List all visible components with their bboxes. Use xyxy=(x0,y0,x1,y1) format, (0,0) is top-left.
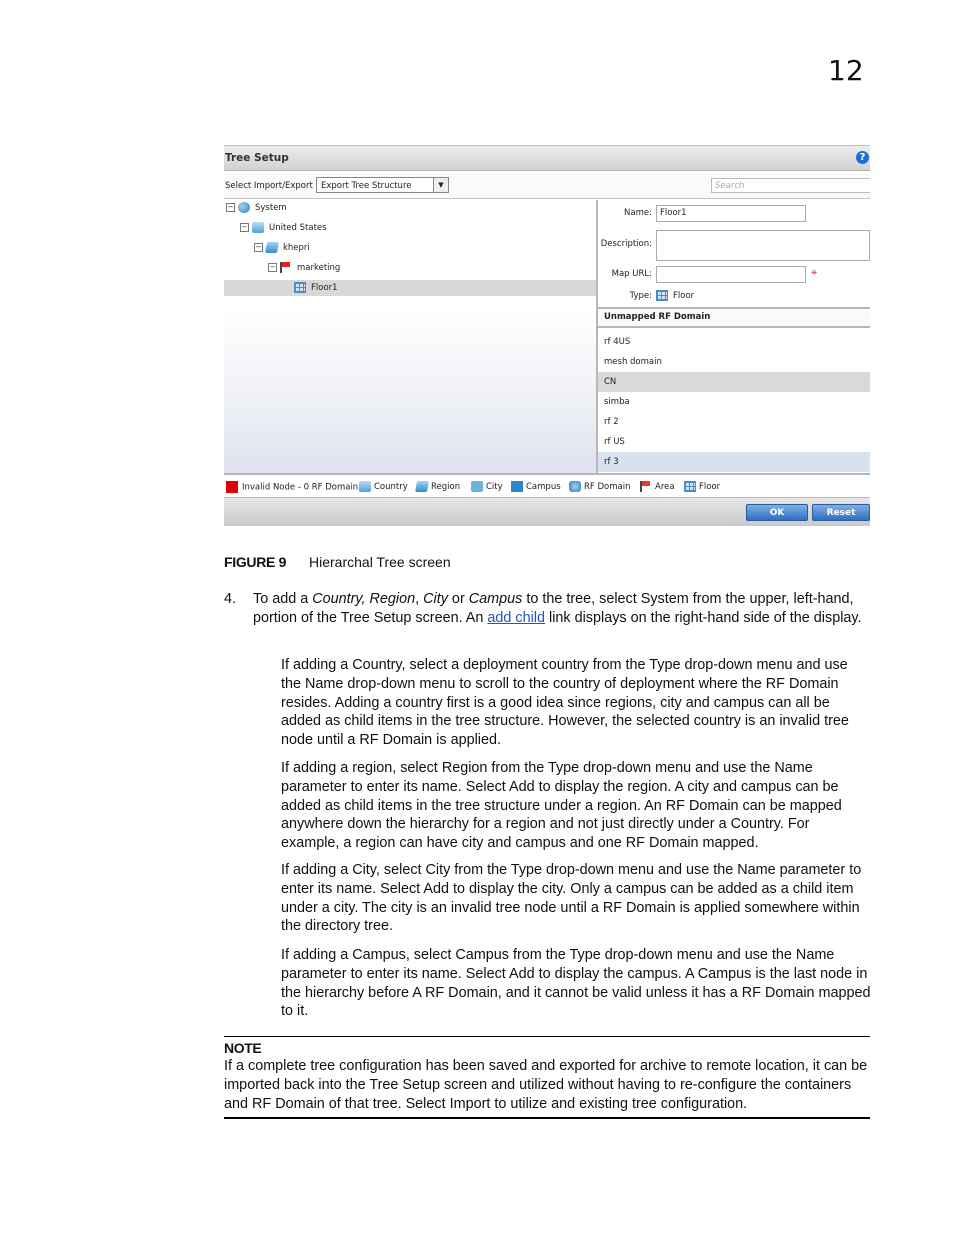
emph: Country, Region xyxy=(312,591,416,607)
text: select City from the xyxy=(379,862,511,878)
type-value xyxy=(656,290,694,301)
description-row xyxy=(598,230,870,264)
map-locate-icon[interactable]: ⌖ xyxy=(811,266,818,279)
legend-campus xyxy=(511,481,561,492)
text: If adding a xyxy=(281,657,353,673)
button-bar xyxy=(224,497,870,526)
country-icon xyxy=(252,222,264,233)
name-label: Name: xyxy=(624,208,652,218)
campus-icon xyxy=(511,481,523,492)
ui-term: Name xyxy=(774,760,813,776)
text: drop-down menu and use the xyxy=(542,862,738,878)
text: If adding a xyxy=(281,862,353,878)
ui-term: Region xyxy=(441,760,488,776)
note-top-rule xyxy=(224,1036,870,1037)
city-paragraph xyxy=(281,861,871,936)
tree-node-country[interactable] xyxy=(240,220,327,236)
text: from the xyxy=(487,760,548,776)
tree-node-label: United States xyxy=(269,223,327,233)
chapter-number: 12 xyxy=(828,54,864,87)
ui-term: Name xyxy=(795,947,835,963)
ui-term: Campus xyxy=(352,947,406,963)
tree-node-label: Floor1 xyxy=(311,283,338,293)
city-icon xyxy=(471,481,483,492)
text: , select Campus from the xyxy=(405,947,570,963)
rf-domain-item[interactable]: rf 3 xyxy=(598,452,870,472)
tree-legend xyxy=(224,473,870,497)
system-globe-icon xyxy=(238,202,250,213)
description-label: Description: xyxy=(600,239,652,249)
collapse-icon[interactable]: − xyxy=(241,223,248,231)
import-export-label: Select Import/Export xyxy=(225,181,313,191)
chevron-down-icon[interactable]: ▼ xyxy=(433,178,448,192)
reset-button[interactable]: Reset xyxy=(812,504,870,521)
ok-button[interactable]: OK xyxy=(746,504,808,521)
legend-country-label: Country xyxy=(374,482,408,492)
floor-icon xyxy=(684,481,696,492)
legend-country xyxy=(359,481,408,492)
map-url-row xyxy=(598,266,870,282)
note-text xyxy=(224,1057,870,1113)
add-child-link[interactable]: add child xyxy=(487,609,546,626)
text: drop-down menu to scroll to the country of deployment where the RF Domain resides. Adding a country first is a good idea since regions, city and campus can all be added as child items in the tree structure. However, the selected country is an invalid tree node until a RF Domain is applied. xyxy=(281,675,849,749)
ui-term: City, xyxy=(352,862,380,878)
area-flag-icon xyxy=(280,262,292,273)
ui-term: Add xyxy=(508,778,535,795)
ui-term: Name xyxy=(305,675,344,692)
question-icon[interactable]: ? xyxy=(856,151,869,164)
region-icon xyxy=(265,242,279,253)
figure-title: Hierarchal Tree screen xyxy=(309,554,451,570)
legend-invalid xyxy=(226,481,358,493)
tree-node-system[interactable] xyxy=(226,200,287,216)
ui-term: Add xyxy=(423,880,449,897)
text: If adding a xyxy=(281,947,353,963)
text: to utilize and existing tree configuration. xyxy=(490,1095,748,1112)
rf-domain-item[interactable]: CN xyxy=(598,372,870,392)
ui-term: Type xyxy=(510,862,543,878)
tree-node-region[interactable] xyxy=(254,240,310,256)
unmapped-rf-domain-header: Unmapped RF Domain xyxy=(598,307,870,328)
text: parameter to enter its name. Select xyxy=(281,778,509,795)
rf-domain-item[interactable]: mesh domain xyxy=(604,357,662,367)
legend-invalid-label: Invalid Node - 0 RF Domain xyxy=(242,482,359,493)
invalid-node-swatch xyxy=(226,481,238,493)
map-url-label: Map URL: xyxy=(611,269,652,279)
ui-term: Name xyxy=(737,862,776,878)
legend-floor xyxy=(684,481,720,492)
legend-region-label: Region xyxy=(431,482,461,492)
rf-domain-item[interactable]: simba xyxy=(604,397,630,407)
ui-term: System xyxy=(640,591,689,607)
legend-area-label: Area xyxy=(655,482,675,492)
text: drop-down menu and use the xyxy=(281,657,848,692)
country-paragraph xyxy=(281,656,871,750)
text: to display the region. A city and campus can be added as child items in the tree structure under a region. An RF Domain can be mapped anywhere down the hierarchy for a region and not just directly under a Country. For example, a region can have city and campus and one RF Domain mapped. xyxy=(281,778,842,852)
country-icon xyxy=(359,481,371,492)
text: to display the campus. A Campus is the last node in the hierarchy before A RF Domain, and it cannot be valid unless it has a RF Domain mapped to it. xyxy=(281,965,871,1020)
text: If adding a region, select xyxy=(281,760,442,776)
text: , select a deployment country from the xyxy=(401,657,650,673)
name-row xyxy=(598,205,870,221)
tree-node-label: marketing xyxy=(297,263,341,273)
text: parameter to enter its name. Select xyxy=(281,965,509,982)
text: from the upper, left-hand, portion of the Tree Setup screen. An xyxy=(253,591,854,626)
figure-number: FIGURE 9 xyxy=(224,554,287,570)
emph: City xyxy=(423,591,448,607)
collapse-icon[interactable]: − xyxy=(227,203,234,211)
node-details-pane xyxy=(598,200,870,473)
type-label: Type: xyxy=(629,291,652,301)
legend-floor-label: Floor xyxy=(699,482,721,492)
text: parameter to enter its name. Select xyxy=(281,862,862,897)
ui-term: Type xyxy=(547,760,580,776)
text: , xyxy=(415,591,424,607)
step-number: 4. xyxy=(224,591,237,607)
text: drop-down menu and use the xyxy=(600,947,796,963)
campus-paragraph xyxy=(281,946,871,1021)
emph: Campus xyxy=(468,591,523,607)
text: drop-down menu and use the xyxy=(579,760,775,776)
ui-term: Type xyxy=(569,947,601,963)
tree-node-label: System xyxy=(255,203,287,213)
tree-node-floor[interactable] xyxy=(224,280,596,296)
tree-setup-title: Tree Setup xyxy=(225,152,289,164)
legend-campus-label: Campus xyxy=(526,482,561,492)
ui-term: Import xyxy=(449,1095,491,1112)
region-paragraph xyxy=(281,759,871,853)
text: to display the city. Only a campus can be added as a child item under a city. The city is an invalid tree node until a RF Domain is applied somewhere within the directory tree. xyxy=(281,880,860,935)
legend-rf-domain-label: RF Domain xyxy=(584,482,631,492)
tree-pane xyxy=(224,200,598,473)
rf-domain-item[interactable]: rf 4US xyxy=(604,337,631,347)
tree-node-label: khepri xyxy=(283,243,310,253)
import-export-toolbar xyxy=(224,173,870,199)
note-heading: NOTE xyxy=(224,1040,262,1056)
collapse-icon[interactable]: − xyxy=(269,263,276,271)
import-export-value: Export Tree Structure xyxy=(321,181,412,191)
step-4 xyxy=(224,590,870,628)
region-icon xyxy=(415,481,429,492)
ui-term: Add xyxy=(508,965,535,982)
legend-area xyxy=(640,481,675,492)
legend-city xyxy=(471,481,503,492)
text: To add a xyxy=(253,591,313,607)
step-text xyxy=(253,590,870,628)
legend-city-label: City xyxy=(486,482,503,492)
description-field[interactable] xyxy=(656,230,870,261)
legend-rf-domain xyxy=(569,481,630,492)
ui-term: Type xyxy=(649,657,681,673)
area-flag-icon xyxy=(640,481,652,492)
rf-domain-item[interactable]: rf 2 xyxy=(604,417,619,427)
text: link displays on the right-hand side of the display. xyxy=(545,609,862,626)
search-input[interactable]: Search xyxy=(711,178,870,193)
import-export-select[interactable] xyxy=(316,177,449,193)
map-url-field[interactable] xyxy=(656,266,806,283)
rf-domain-icon xyxy=(569,481,581,492)
text: to the tree, select xyxy=(522,591,641,607)
text: or xyxy=(447,591,469,607)
legend-region xyxy=(416,481,460,492)
tree-setup-screenshot xyxy=(224,145,870,526)
text: If a complete tree configuration has been saved and exported for archive to remote location, it can be imported back into the Tree Setup screen and utilized without having to re-configure the containers and RF Domain of that tree. Select xyxy=(224,1058,868,1112)
tree-setup-titlebar xyxy=(224,145,870,171)
ui-term: Country xyxy=(352,657,402,673)
name-field[interactable]: Floor1 xyxy=(656,205,806,222)
figure-caption xyxy=(224,554,451,570)
note-bottom-rule xyxy=(224,1117,870,1119)
type-row xyxy=(598,288,870,304)
collapse-icon[interactable]: − xyxy=(255,243,262,251)
tree-node-area[interactable] xyxy=(268,260,340,276)
type-value-text: Floor xyxy=(673,291,695,301)
rf-domain-item[interactable]: rf US xyxy=(604,437,625,447)
floor-icon xyxy=(656,290,668,301)
floor-icon xyxy=(294,282,306,293)
